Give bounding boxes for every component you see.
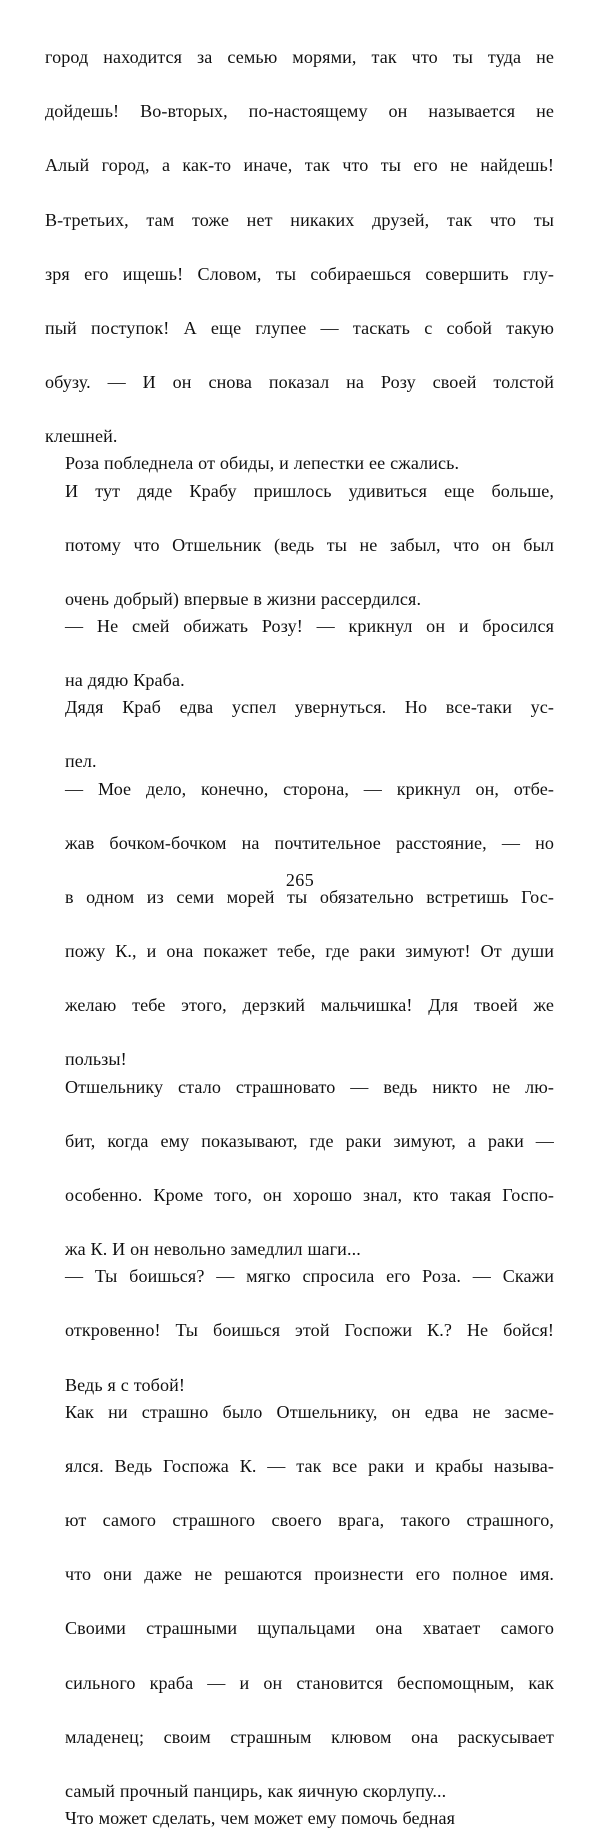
text-line: Алый город, а как-то иначе, так что ты его не найдешь!: [45, 155, 554, 176]
text-line: Отшельнику стало страшновато — ведь никто не лю-: [65, 1076, 554, 1097]
text-line: пользы!: [65, 1049, 127, 1070]
text-line: ют самого страшного своего врага, такого страшного,: [65, 1510, 554, 1531]
text-line: клешней.: [45, 426, 118, 447]
text-line: бит, когда ему показывают, где раки зимуют, а раки —: [65, 1130, 554, 1151]
text-line: на дядю Краба.: [65, 670, 185, 691]
paragraph: [45, 613, 554, 694]
text-line: потому что Отшельник (ведь ты не забыл, что он был: [65, 534, 554, 555]
text-line: зря его ищешь! Словом, ты собираешься совершить глу-: [45, 263, 554, 284]
text-line: что они даже не решаются произнести его полное имя.: [65, 1564, 554, 1585]
text-line: самый прочный панцирь, как яичную скорлупу...: [65, 1781, 447, 1801]
text-line: младенец; своим страшным клювом она раскусывает: [65, 1726, 554, 1747]
text-line: Ведь я с тобой!: [65, 1374, 186, 1395]
text-line: очень добрый) впервые в жизни рассердился.: [65, 588, 422, 609]
paragraph: [45, 694, 554, 775]
text-line: — Мое дело, конечно, сторона, — крикнул он, отбе-: [65, 778, 554, 799]
text-line: Что может сделать, чем может ему помочь бедная: [65, 1808, 456, 1829]
text-line: жав бочком-бочком на почтительное расстояние, — но: [65, 832, 554, 853]
text-line: в одном из семи морей ты обязательно встретишь Гос-: [65, 886, 554, 907]
text-line: откровенно! Ты боишься этой Госпожи К.? Не бойся!: [65, 1320, 554, 1341]
paragraph: [45, 450, 554, 477]
text-line: сильного краба — и он становится беспомощным, как: [65, 1672, 554, 1693]
text-line: пый поступок! А еще глупее — таскать с собой такую: [45, 317, 554, 338]
text-line: — Не смей обижать Розу! — крикнул он и бросился: [65, 615, 554, 636]
text-line: желаю тебе этого, дерзкий мальчишка! Для твоей же: [65, 995, 554, 1016]
text-line: Дядя Краб едва успел увернуться. Но все-таки ус-: [65, 697, 554, 718]
paragraph: [45, 1074, 554, 1264]
paragraph: [45, 478, 554, 613]
paragraph: [45, 1399, 554, 1805]
text-line: Как ни страшно было Отшельнику, он едва не засме-: [65, 1401, 554, 1422]
paragraph: [45, 44, 554, 450]
text-line: особенно. Кроме того, он хорошо знал, кто такая Госпо-: [65, 1184, 554, 1205]
text-line: И тут дяде Крабу пришлось удивиться еще больше,: [65, 480, 554, 501]
page-number: 265: [285, 870, 315, 890]
text-line: пел.: [65, 751, 97, 772]
paragraph: [45, 1263, 554, 1398]
text-line: пожу К., и она покажет тебе, где раки зимуют! От души: [65, 941, 554, 962]
text-line: жа К. И он невольно замедлил шаги...: [65, 1239, 361, 1260]
paragraph: [45, 776, 554, 1074]
text-line: Своими страшными щупальцами она хватает самого: [65, 1618, 554, 1639]
text-line: обузу. — И он снова показал на Розу своей толстой: [45, 372, 554, 393]
text-line: В-третьих, там тоже нет никаких друзей, так что ты: [45, 209, 554, 230]
text-line: ялся. Ведь Госпожа К. — так все раки и крабы называ-: [65, 1455, 554, 1476]
text-line: — Ты боишься? — мягко спросила его Роза. — Скажи: [65, 1266, 554, 1287]
text-line: дойдешь! Во-вторых, по-настоящему он называется не: [45, 101, 554, 122]
paragraph: [45, 1805, 554, 1832]
page-text-column: [45, 44, 554, 1832]
text-line: город находится за семью морями, так что ты туда не: [45, 47, 554, 67]
text-line: Роза побледнела от обиды, и лепестки ее сжались.: [65, 453, 460, 474]
